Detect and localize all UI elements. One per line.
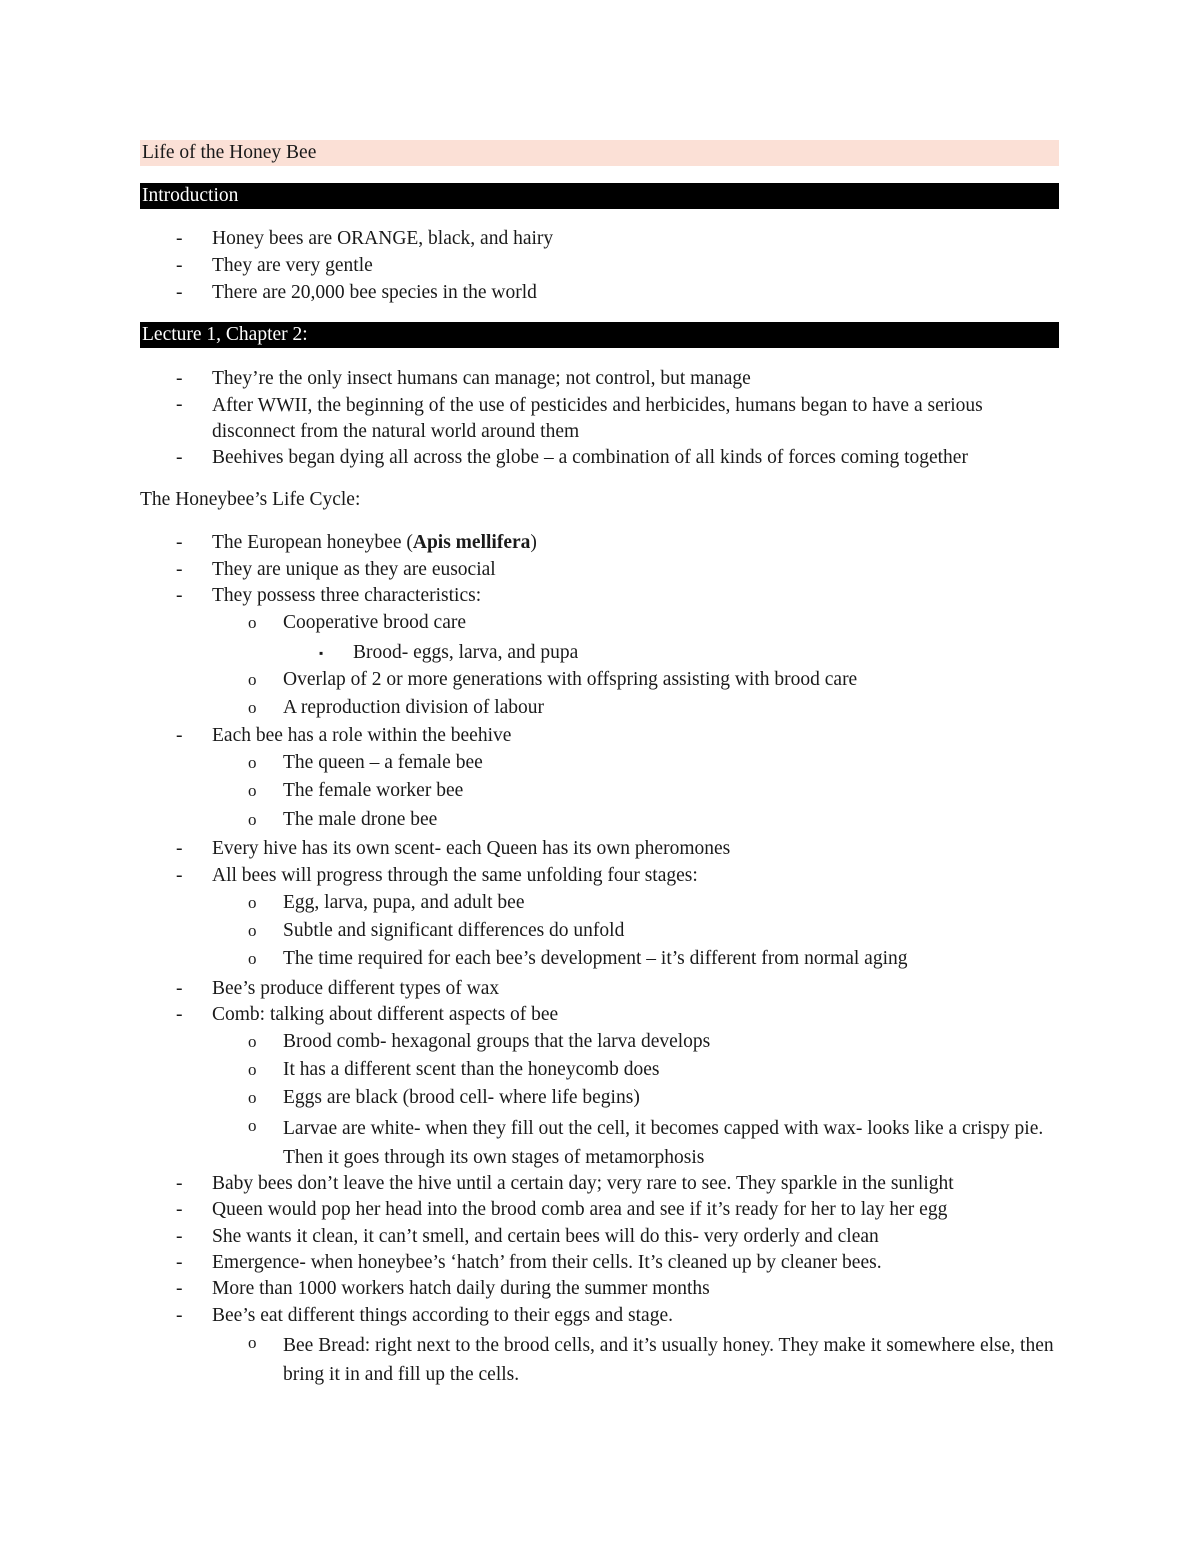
- dash-bullet: -: [176, 1173, 183, 1194]
- circle-bullet: o: [248, 921, 257, 940]
- list-item-text: The time required for each bee’s development – it’s different from normal aging: [283, 948, 908, 969]
- list-item-text: They are unique as they are eusocial: [212, 559, 496, 580]
- dash-bullet: -: [176, 532, 183, 553]
- circle-bullet: o: [248, 1032, 257, 1051]
- list-item-text: The female worker bee: [283, 780, 464, 801]
- text-run: The European honeybee (: [212, 532, 413, 553]
- dash-bullet: -: [176, 978, 183, 999]
- list-item-text: Comb: talking about different aspects of bee: [212, 1004, 559, 1025]
- dash-bullet: -: [176, 1199, 183, 1220]
- list-item-text: Bee’s produce different types of wax: [212, 978, 500, 999]
- circle-bullet: o: [248, 1088, 257, 1107]
- list-item-text: Brood- eggs, larva, and pupa: [353, 642, 579, 663]
- list-item-text: Each bee has a role within the beehive: [212, 725, 512, 746]
- list-item-text: Cooperative brood care: [283, 612, 467, 633]
- dash-bullet: -: [176, 394, 183, 415]
- list-item-text: [212, 531, 537, 555]
- dash-bullet: -: [176, 282, 183, 303]
- dash-bullet: -: [176, 1004, 183, 1025]
- list-item-text: After WWII, the beginning of the use of pesticides and herbicides, humans began to have a serious disconnect from the natural world around them: [212, 395, 983, 442]
- dash-bullet: -: [176, 447, 183, 468]
- list-item-text: Brood comb- hexagonal groups that the larva develops: [283, 1031, 711, 1052]
- list-item-text: The male drone bee: [283, 809, 438, 830]
- list-item-text: All bees will progress through the same unfolding four stages:: [212, 865, 698, 886]
- list-item-text: The queen – a female bee: [283, 752, 483, 773]
- circle-bullet: o: [248, 613, 257, 632]
- list-item-text: Bee Bread: right next to the brood cells, and it’s usually honey. They make it somewhere else, then bring it in and fill up the cells.: [283, 1335, 1054, 1385]
- list-item-text: Queen would pop her head into the brood comb area and see if it’s ready for her to lay her egg: [212, 1199, 948, 1220]
- list-item-text: Baby bees don’t leave the hive until a certain day; very rare to see. They sparkle in the sunlight: [212, 1173, 954, 1194]
- circle-bullet: o: [248, 1333, 257, 1352]
- life-cycle-heading: The Honeybee’s Life Cycle:: [140, 489, 361, 510]
- section-heading-lecture: [140, 322, 1059, 348]
- list-item-text: It has a different scent than the honeycomb does: [283, 1059, 660, 1080]
- dash-bullet: -: [176, 1252, 183, 1273]
- list-item-text: Emergence- when honeybee’s ‘hatch’ from their cells. It’s cleaned up by cleaner bees.: [212, 1252, 882, 1273]
- dash-bullet: -: [176, 725, 183, 746]
- list-item-text: Eggs are black (brood cell- where life begins): [283, 1087, 640, 1108]
- list-item-text: Every hive has its own scent- each Queen has its own pheromones: [212, 838, 731, 859]
- dash-bullet: -: [176, 865, 183, 886]
- list-item-text: She wants it clean, it can’t smell, and certain bees will do this- very orderly and clean: [212, 1226, 879, 1247]
- circle-bullet: o: [248, 698, 257, 717]
- dash-bullet: -: [176, 1278, 183, 1299]
- dash-bullet: -: [176, 228, 183, 249]
- list-item-text: There are 20,000 bee species in the world: [212, 282, 537, 303]
- document-title: Life of the Honey Bee: [142, 142, 317, 163]
- section-heading-text: Introduction: [142, 185, 239, 206]
- species-name: Apis mellifera: [412, 532, 531, 553]
- list-item-text: A reproduction division of labour: [283, 697, 545, 718]
- document-title-bar: [140, 140, 1059, 166]
- dash-bullet: -: [176, 255, 183, 276]
- list-item-text: Beehives began dying all across the globe – a combination of all kinds of forces coming together: [212, 447, 968, 468]
- list-item-text: More than 1000 workers hatch daily during the summer months: [212, 1278, 710, 1299]
- square-bullet: ▪: [319, 646, 324, 660]
- circle-bullet: o: [248, 1060, 257, 1079]
- list-item-text: Overlap of 2 or more generations with offspring assisting with brood care: [283, 669, 858, 690]
- list-item-text: Subtle and significant differences do unfold: [283, 920, 625, 941]
- circle-bullet: o: [248, 810, 257, 829]
- dash-bullet: -: [176, 368, 183, 389]
- list-item-text: Larvae are white- when they fill out the cell, it becomes capped with wax- looks like a crispy pie. Then it goes through its own stages of metamorphosis: [283, 1118, 1044, 1168]
- list-item-text: They possess three characteristics:: [212, 585, 482, 606]
- dash-bullet: -: [176, 559, 183, 580]
- circle-bullet: o: [248, 893, 257, 912]
- circle-bullet: o: [248, 781, 257, 800]
- list-item-text: They’re the only insect humans can manage; not control, but manage: [212, 368, 751, 389]
- dash-bullet: -: [176, 1226, 183, 1247]
- circle-bullet: o: [248, 1116, 257, 1135]
- circle-bullet: o: [248, 670, 257, 689]
- list-item-text: They are very gentle: [212, 255, 373, 276]
- text-run: ): [530, 532, 537, 553]
- list-item-text: Egg, larva, pupa, and adult bee: [283, 892, 525, 913]
- dash-bullet: -: [176, 585, 183, 606]
- list-item-text: Bee’s eat different things according to their eggs and stage.: [212, 1305, 673, 1326]
- circle-bullet: o: [248, 753, 257, 772]
- section-heading-text: Lecture 1, Chapter 2:: [142, 324, 308, 345]
- circle-bullet: o: [248, 949, 257, 968]
- list-item-text: Honey bees are ORANGE, black, and hairy: [212, 228, 554, 249]
- dash-bullet: -: [176, 1305, 183, 1326]
- dash-bullet: -: [176, 838, 183, 859]
- section-heading-introduction: [140, 183, 1059, 209]
